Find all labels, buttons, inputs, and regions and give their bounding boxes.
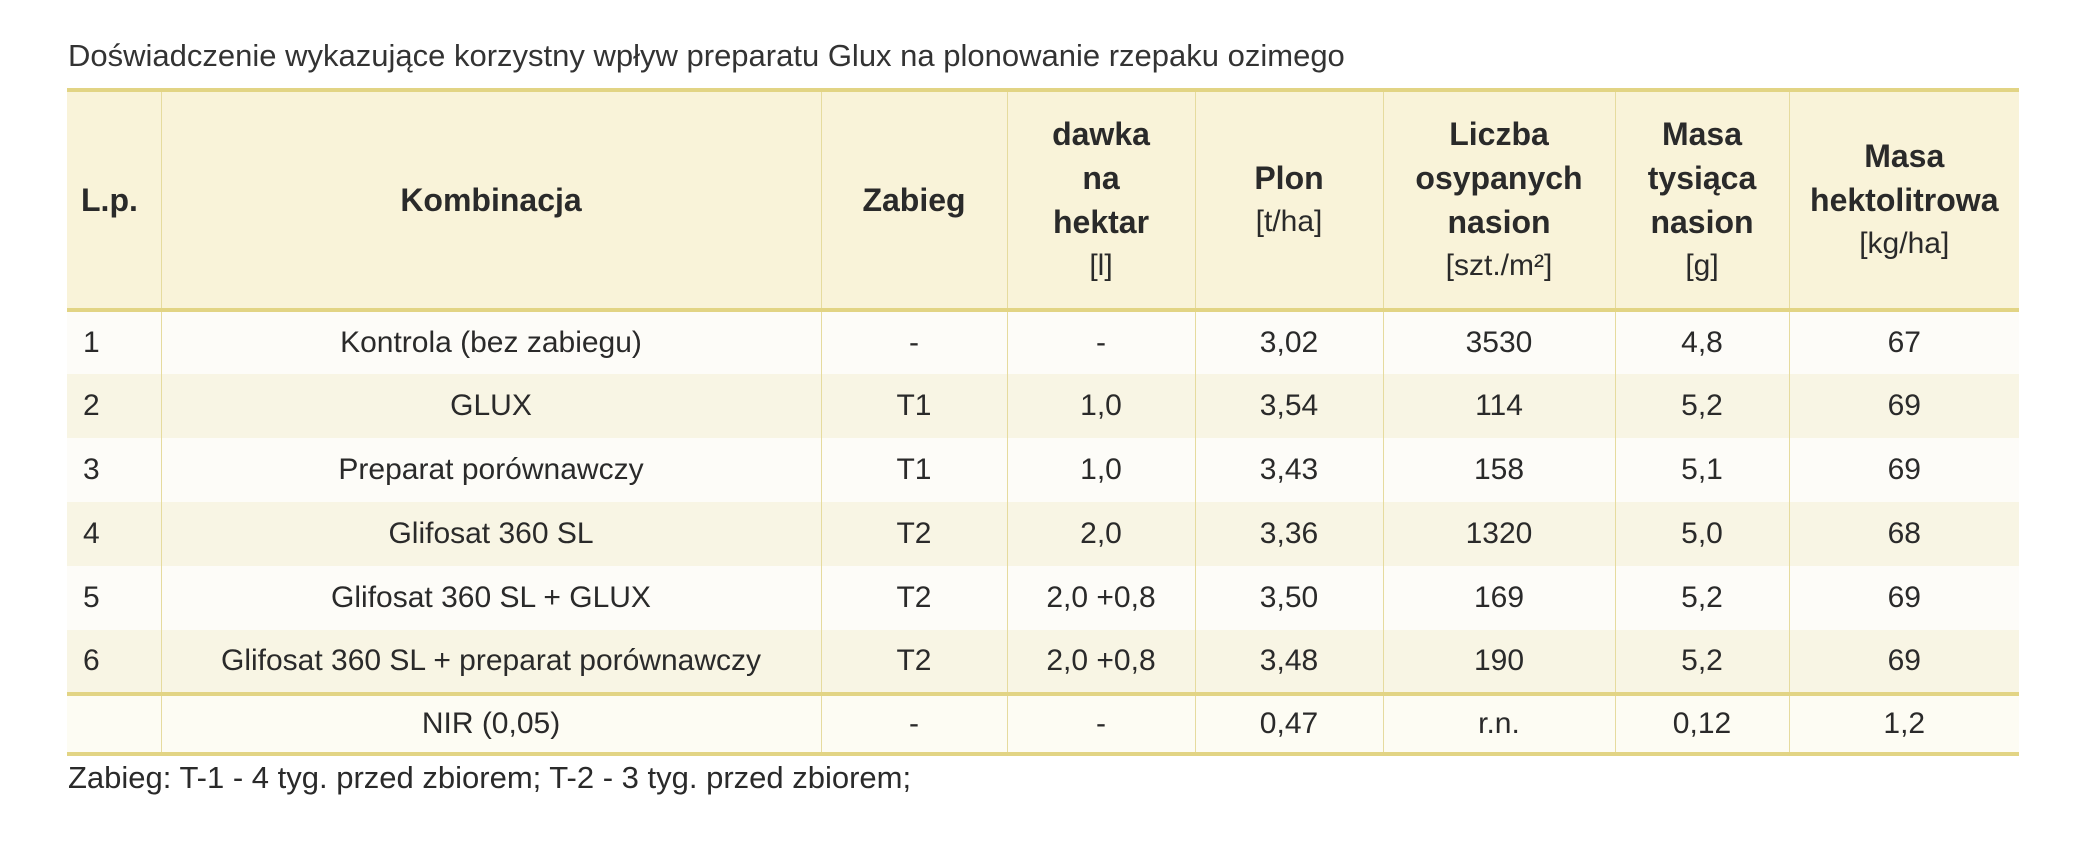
table-cell: 67 [1789, 310, 2019, 374]
table-cell: 3,50 [1195, 566, 1383, 630]
table-cell: 3,36 [1195, 502, 1383, 566]
table-cell: 5,2 [1615, 374, 1789, 438]
table-cell: 6 [83, 644, 100, 677]
nir-cell: NIR (0,05) [161, 694, 821, 754]
table-cell: 3 [83, 453, 100, 486]
table-cell: 69 [1789, 630, 2019, 694]
table-row [67, 630, 2019, 694]
header-dawka: dawka na hektar [l] [1007, 90, 1195, 310]
table-cell: 2,0 +0,8 [1007, 630, 1195, 694]
table-cell: 1320 [1383, 502, 1615, 566]
table-cell: 5,2 [1615, 566, 1789, 630]
table-cell: T2 [821, 630, 1007, 694]
header-masa-hektolitrowa: Masa hektolitrowa [kg/ha] [1789, 90, 2019, 310]
table-cell: 4 [83, 517, 100, 550]
nir-cell: 1,2 [1789, 694, 2019, 754]
table-cell: Kontrola (bez zabiegu) [161, 310, 821, 374]
table-cell: 5,2 [1615, 630, 1789, 694]
nir-cell: - [821, 694, 1007, 754]
header-lp: L.p. [81, 182, 138, 218]
table-cell: - [1007, 310, 1195, 374]
table-cell: 158 [1383, 438, 1615, 502]
table-cell: Glifosat 360 SL + preparat porównawczy [161, 630, 821, 694]
nir-row [67, 694, 2019, 754]
table-cell: GLUX [161, 374, 821, 438]
header-liczba-osypanych-nasion: Liczba osypanych nasion [szt./m²] [1383, 90, 1615, 310]
table-cell: T2 [821, 502, 1007, 566]
table-cell: Glifosat 360 SL [161, 502, 821, 566]
header-zabieg: Zabieg [821, 90, 1007, 310]
nir-cell: - [1007, 694, 1195, 754]
table-row [67, 438, 2019, 502]
nir-cell [67, 694, 161, 754]
table-cell: 3,43 [1195, 438, 1383, 502]
table-cell: 5,0 [1615, 502, 1789, 566]
table-cell: 5 [83, 581, 100, 614]
table-cell: 69 [1789, 438, 2019, 502]
table-cell: 3530 [1383, 310, 1615, 374]
results-table [67, 88, 2019, 756]
table-row [67, 566, 2019, 630]
table-cell: Preparat porównawczy [161, 438, 821, 502]
header-plon: Plon [t/ha] [1195, 90, 1383, 310]
table-cell: 1,0 [1007, 374, 1195, 438]
table-cell: 2,0 +0,8 [1007, 566, 1195, 630]
table-cell: - [821, 310, 1007, 374]
table-cell: 69 [1789, 374, 2019, 438]
table-cell: T2 [821, 566, 1007, 630]
footnote: Zabieg: T-1 - 4 tyg. przed zbiorem; T-2 - 3 tyg. przed zbiorem; [68, 760, 912, 795]
table-cell: 1,0 [1007, 438, 1195, 502]
header-masa-tysiaca-nasion: Masa tysiąca nasion [g] [1615, 90, 1789, 310]
table-cell: 3,02 [1195, 310, 1383, 374]
table-cell: 3,54 [1195, 374, 1383, 438]
table-row [67, 310, 2019, 374]
table-cell: T1 [821, 374, 1007, 438]
table-caption: Doświadczenie wykazujące korzystny wpływ preparatu Glux na plonowanie rzepaku ozimego [68, 38, 1345, 73]
table-row [67, 374, 2019, 438]
table-header-row [67, 90, 2019, 310]
table-cell: 2 [83, 389, 100, 422]
table-cell: 69 [1789, 566, 2019, 630]
table-cell: T1 [821, 438, 1007, 502]
table-row [67, 502, 2019, 566]
table-cell: 2,0 [1007, 502, 1195, 566]
table-cell: 5,1 [1615, 438, 1789, 502]
table-cell: 3,48 [1195, 630, 1383, 694]
table-cell: 114 [1383, 374, 1615, 438]
header-kombinacja: Kombinacja [161, 90, 821, 310]
table-cell: 190 [1383, 630, 1615, 694]
nir-cell: r.n. [1383, 694, 1615, 754]
table-cell: 4,8 [1615, 310, 1789, 374]
nir-cell: 0,12 [1615, 694, 1789, 754]
table-cell: 1 [83, 326, 100, 359]
nir-cell: 0,47 [1195, 694, 1383, 754]
table-cell: 169 [1383, 566, 1615, 630]
table-cell: Glifosat 360 SL + GLUX [161, 566, 821, 630]
table-cell: 68 [1789, 502, 2019, 566]
